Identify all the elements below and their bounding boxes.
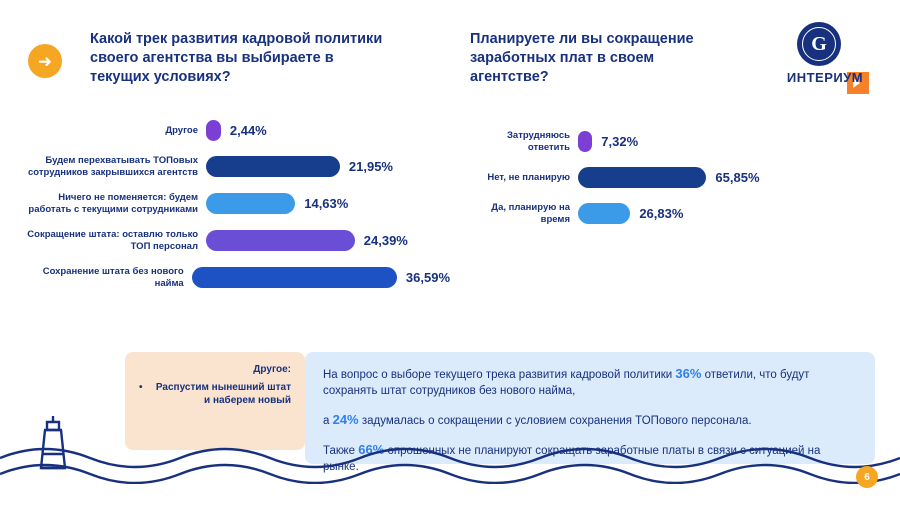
logo-text: ИНТЕРИУМ <box>786 70 864 85</box>
logo-circle-icon <box>797 22 841 66</box>
bar <box>578 203 630 224</box>
bar-value-label: 21,95% <box>348 159 393 174</box>
chart-bar-row <box>470 202 800 225</box>
summary-line-1-highlight: 36% <box>675 366 702 381</box>
summary-line-3-b: опрошенных не планируют сокращать заработные платы в связи с ситуацией на рынке. <box>323 445 821 473</box>
chart-2 <box>470 130 800 239</box>
other-answers-panel <box>125 352 305 450</box>
other-answer-text: Распустим нынешний штат и наберем новый <box>155 382 291 406</box>
bar-value-label: 36,59% <box>405 270 450 285</box>
summary-line-3-a: Также <box>323 445 359 457</box>
bar-value-label: 7,32% <box>601 134 639 149</box>
wave-decoration <box>0 444 900 484</box>
chart-bar-row <box>20 192 450 215</box>
logo <box>775 22 875 92</box>
bar-category-label: Ничего не поменяется: будем работать с текущими сотрудниками <box>28 192 198 215</box>
bar <box>578 131 592 152</box>
summary-line-1-a: На вопрос о выборе текущего трека развития кадровой политики <box>323 369 676 381</box>
bar-value-label: 14,63% <box>304 196 349 211</box>
bar <box>578 167 706 188</box>
question-title-2: Планируете ли вы сокращение заработных плат в своем агентстве? <box>470 31 694 85</box>
bar-category-label: Другое <box>165 124 198 136</box>
bullet-icon: • <box>139 382 143 393</box>
bar-category-label: Будем перехватывать ТОПовых сотрудников закрывшихся агентств <box>28 155 198 178</box>
chart-bar-row <box>20 120 450 141</box>
summary-line-2 <box>323 412 857 429</box>
bar <box>206 120 221 141</box>
summary-line-2-b: задумалась о сокращении с условием сохранения ТОПового персонала. <box>358 415 752 427</box>
summary-line-2-highlight: 24% <box>332 412 359 427</box>
bar <box>192 267 397 288</box>
bar-value-label: 65,85% <box>715 170 760 185</box>
chart-bar-row <box>470 167 800 188</box>
bar-value-label: 26,83% <box>639 206 684 221</box>
bar-category-label: Сокращение штата: оставлю только ТОП персонал <box>27 229 198 252</box>
chart-bar-row <box>20 155 450 178</box>
bar-category-label: Затрудняюсь ответить <box>506 130 570 153</box>
bar <box>206 193 295 214</box>
bar <box>206 156 340 177</box>
bar <box>206 230 355 251</box>
bar-category-label: Нет, не планирую <box>487 171 570 183</box>
summary-line-2-a: а <box>323 415 333 427</box>
bar-category-label: Да, планирую на время <box>491 202 570 225</box>
list-item <box>139 381 291 407</box>
chart-1 <box>20 120 450 303</box>
bar-value-label: 24,39% <box>363 233 408 248</box>
page-number-badge: 6 <box>856 466 878 488</box>
summary-line-3-highlight: 66% <box>358 442 385 457</box>
summary-line-1 <box>323 366 857 399</box>
bar-value-label: 2,44% <box>229 123 267 138</box>
question-title-1: Какой трек развития кадровой политики своего агентства вы выбираете в текущих условиях? <box>90 31 383 85</box>
arrow-right-icon: ➜ <box>28 44 62 78</box>
summary-line-1-b: ответили, что будут сохранять штат сотрудников без нового найма, <box>323 369 810 397</box>
logo-glyph: G <box>811 32 827 55</box>
chart-bar-row <box>20 266 450 289</box>
chart-bar-row <box>20 229 450 252</box>
other-answers-title: Другое: <box>253 364 291 375</box>
chart-bar-row <box>470 130 800 153</box>
bar-category-label: Сохранение штата без нового найма <box>42 266 184 289</box>
